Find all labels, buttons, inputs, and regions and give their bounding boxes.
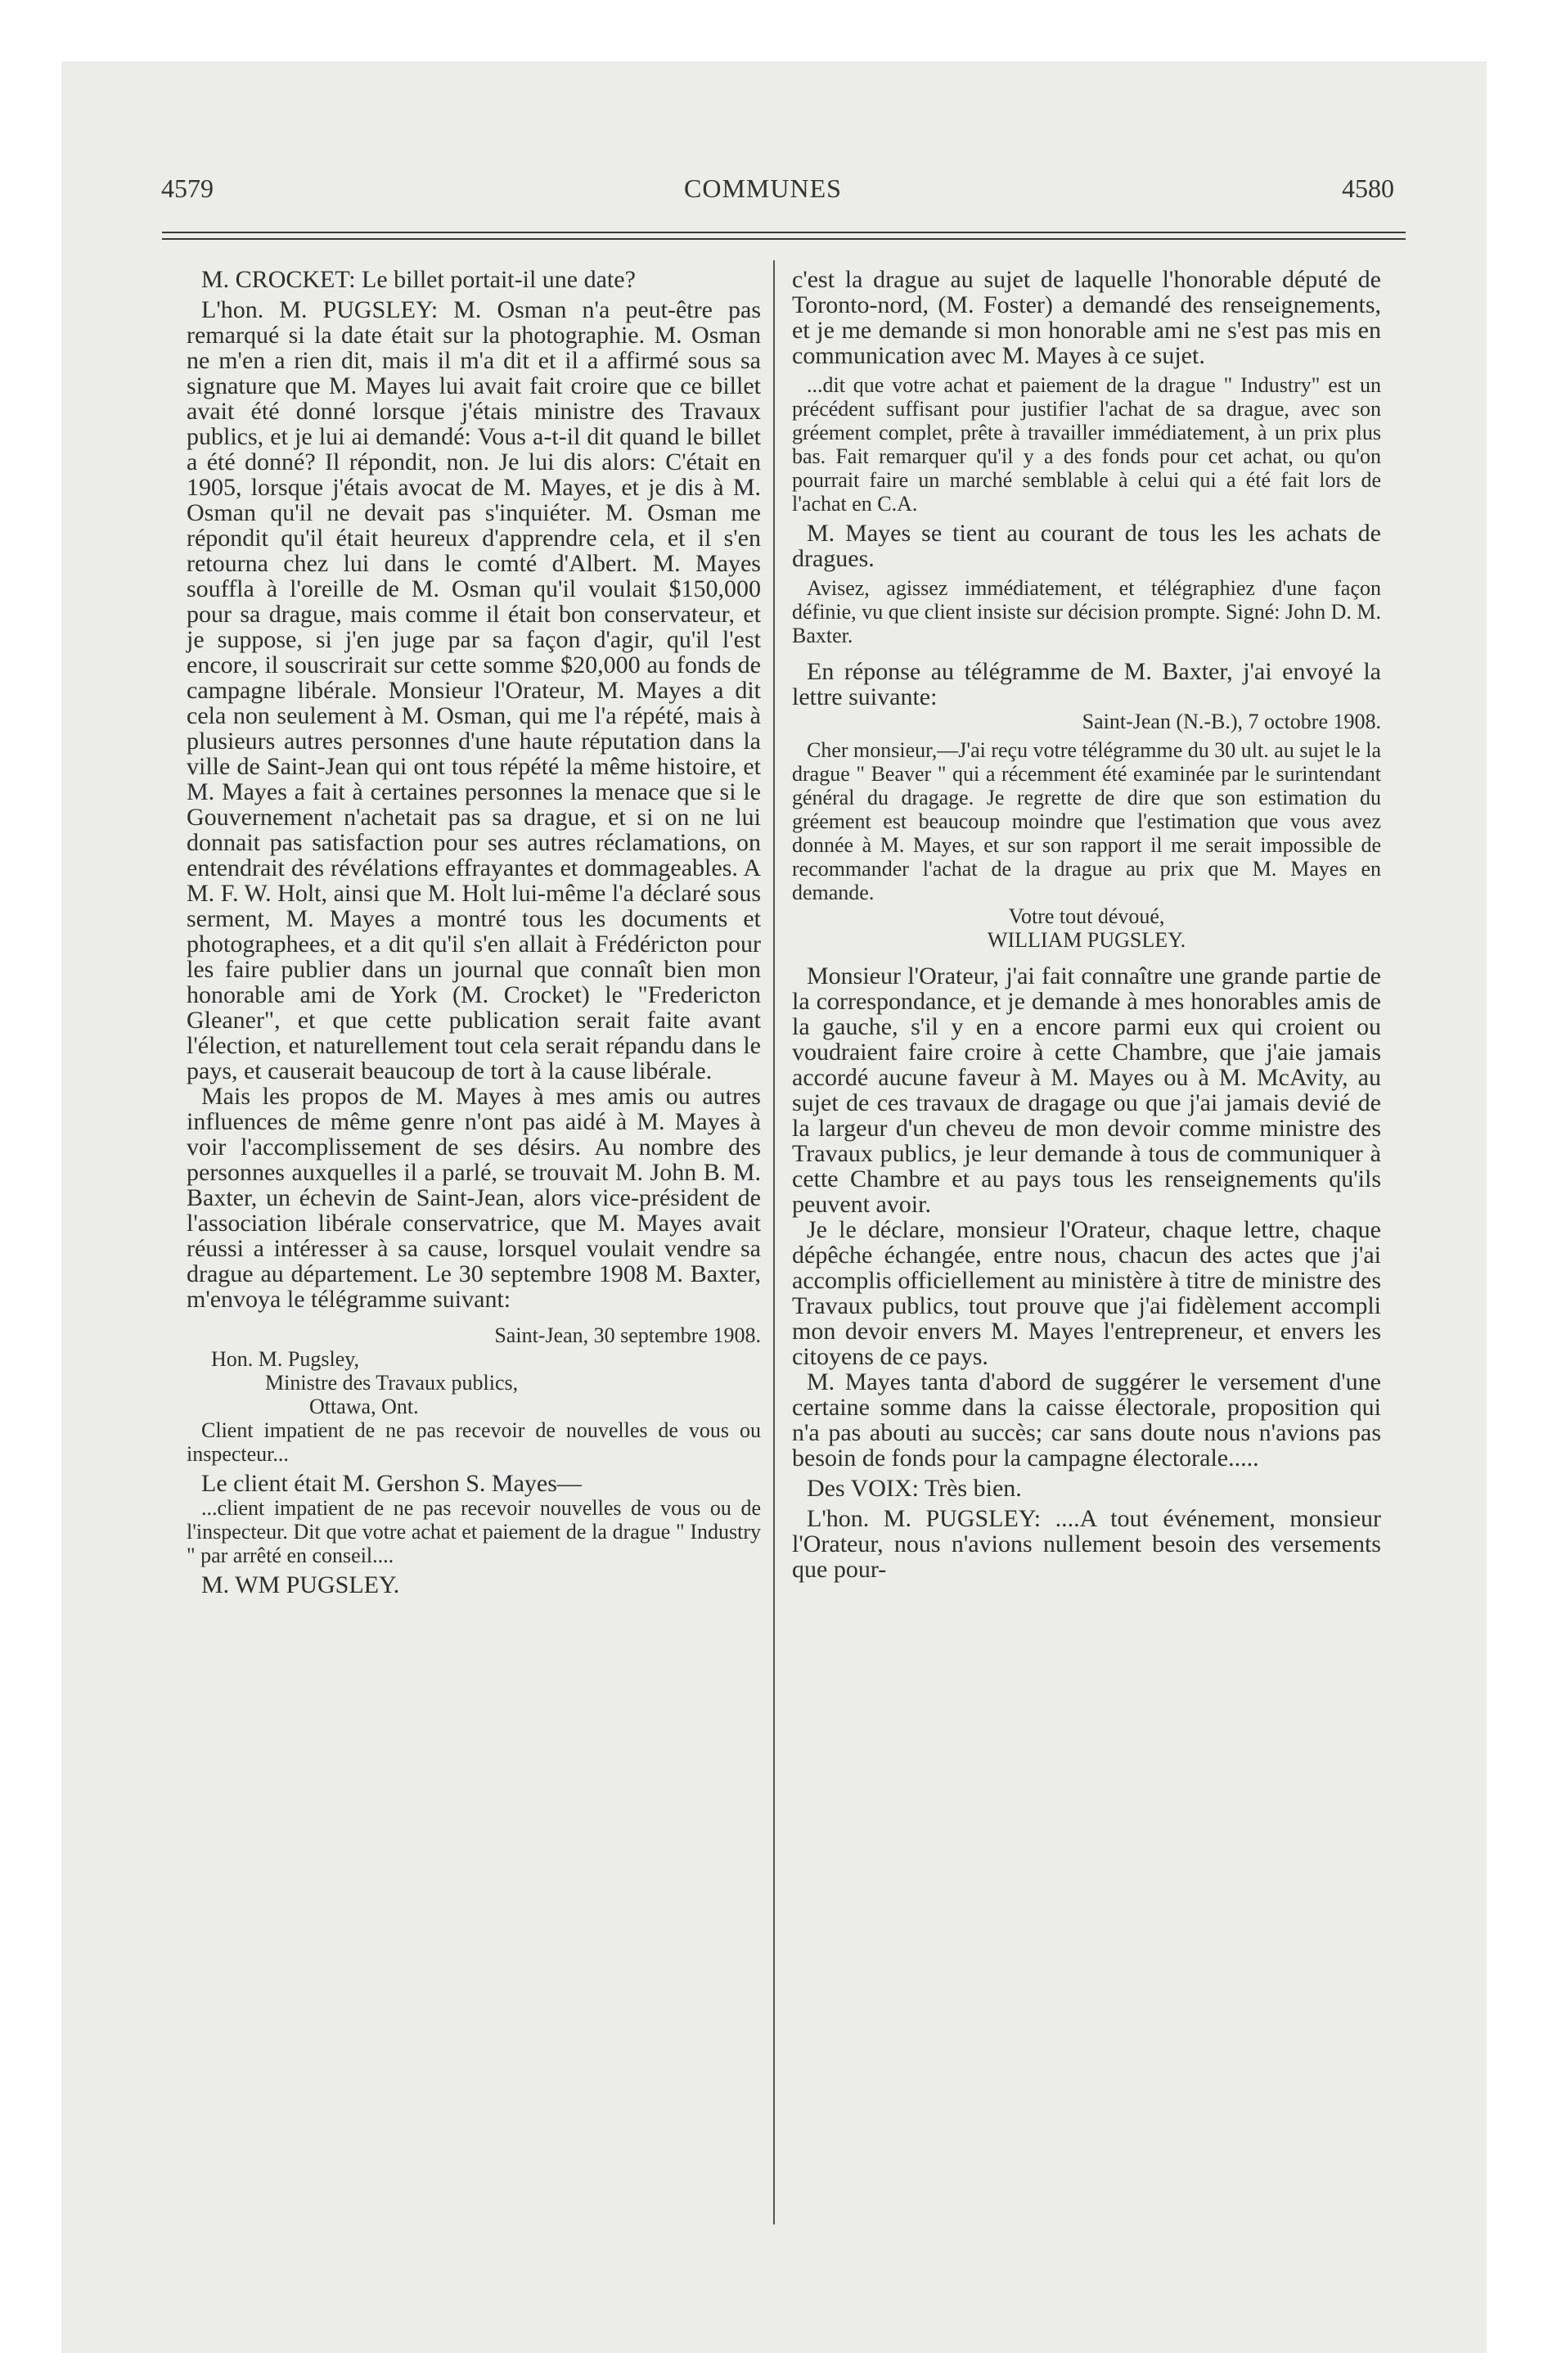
telegram-address-line: Ministre des Travaux publics, — [265, 1371, 519, 1395]
page-number-right: 4580 — [1342, 174, 1394, 203]
paragraph: Des VOIX: Très bien. — [807, 1475, 1022, 1502]
telegram-address-line: Ottawa, Ont. — [309, 1395, 419, 1418]
paragraph: L'hon. M. PUGSLEY: ....A tout événement, monsieur l'Orateur, nous n'avions nullement besoin des versements que pour- — [792, 1505, 1381, 1583]
letter-dateline: Saint-Jean (N.-B.), 7 octobre 1908. — [1082, 710, 1381, 733]
telegram-body: Client impatient de ne pas recevoir de nouvelles de vous ou inspecteur... — [187, 1418, 761, 1466]
paragraph: Le client était M. Gershon S. Mayes— — [201, 1470, 582, 1497]
right-column — [792, 267, 1381, 1582]
paragraph: M. Mayes tanta d'abord de suggérer le versement d'une certaine somme dans la caisse électorale, proposition qui n'a pas abouti au succès; car sans doute nous n'avions pas besoin de fonds pour la campagne électorale..... — [792, 1368, 1381, 1472]
paragraph: L'hon. M. PUGSLEY: M. Osman n'a peut-être pas remarqué si la date était sur la photographie. M. Osman ne m'en a rien dit, mais il m'a dit et il a affirmé sous sa signature que M. Mayes lui avait fait croire que ce billet avait été donné lorsque j'étais ministre des Travaux publics, et je lui ai demandé: Vous a-t-il dit quand le billet a été donné? Il répondit, non. Je lui dis alors: C'était en 1905, lorsque j'étais avocat de M. Mayes, et je dis à M. Osman qu'il ne devait pas s'inquiéter. M. Osman me répondit qu'il était heureux d'apprendre cela, et il s'en retourna chez lui dans le comté d'Albert. M. Mayes souffla à l'oreille de M. Osman qu'il voulait $150,000 pour sa drague, mais comme il était bon conservateur, et je suppose, si j'en juge par sa façon d'agir, qu'il l'est encore, il souscrirait sur cette somme $20,000 au fonds de campagne libérale. Monsieur l'Orateur, M. Mayes a dit cela non seulement à M. Osman, qui me l'a répété, mais à plusieurs autres personnes d'une haute réputation dans la ville de Saint-Jean qui ont tous répété la même histoire, et M. Mayes a fait à certaines personnes la menace que si le Gouvernement n'achetait pas sa drague, et si on ne lui donnait pas satisfaction pour ses autres réclamations, on entendrait des révélations effrayantes et dommageables. A M. F. W. Holt, ainsi que M. Holt lui-même l'a déclaré sous serment, M. Mayes a montré tous les documents et photographees, et a dit qu'il s'en allait à Frédéricton pour les faire publier dans un journal que connaît bien mon honorable ami de York (M. Crocket) le "Fredericton Gleaner", et que cette publication serait faite avant l'élection, et naturellement tout cela serait répandu dans le pays, et causerait beaucoup de tort à la cause libérale. — [187, 296, 761, 1084]
paragraph: Monsieur l'Orateur, j'ai fait connaître une grande partie de la correspondance, et je demande à mes honorables amis de la gauche, s'il y en a encore parmi eux qui croient ou voudraient faire croire à cette Chambre, que j'aie jamais accordé aucune faveur à M. Mayes ou à M. McAvity, au sujet de ces travaux de dragage ou que j'ai jamais devié de la largeur d'un cheveu de mon devoir comme ministre des Travaux publics, je leur demande à tous de communiquer à cette Chambre et au pays tous les renseignements qu'ils peuvent avoir. — [792, 962, 1381, 1218]
paragraph: Je le déclare, monsieur l'Orateur, chaque lettre, chaque dépêche échangée, entre nous, chacun des actes que j'ai accomplis officiellement au ministère à titre de ministre des Travaux publics, tout prouve que j'ai fidèlement accompli mon devoir envers M. Mayes l'entrepreneur, et envers les citoyens de ce pays. — [792, 1216, 1381, 1370]
running-header-title: COMMUNES — [684, 174, 842, 203]
page-number-left: 4579 — [161, 174, 214, 203]
paragraph: M. CROCKET: Le billet portait-il une date? — [201, 266, 636, 293]
signature: M. WM PUGSLEY. — [201, 1571, 400, 1598]
left-column — [187, 267, 761, 1598]
letter-signature: WILLIAM PUGSLEY. — [987, 928, 1186, 952]
letter-body: Cher monsieur,—J'ai reçu votre télégramme du 30 ult. au sujet le la drague " Beaver " qui a récemment été examinée par le surintendant général du dragage. Je regrette de dire que son estimation du gréement est beaucoup moindre que l'estimation que vous avez donnée à M. Mayes, et sur son rapport il me serait impossible de recommander l'achat de la drague au prix que M. Mayes en demande. — [792, 738, 1381, 904]
telegram-body: ...dit que votre achat et paiement de la drague " Industry" est un précédent suffisant pour justifier l'achat de sa drague, avec son gréement complet, prête à travailler immédiatement, à un prix plus bas. Fait remarquer qu'il y a des fonds pour cet achat, ou qu'on pourrait faire un marché semblable à celui qui a été fait lors de l'achat en C.A. — [792, 373, 1381, 516]
telegram-address-line: Hon. M. Pugsley, — [211, 1347, 360, 1371]
paragraph: Mais les propos de M. Mayes à mes amis ou autres influences de même genre n'ont pas aidé à M. Mayes à voir l'accomplissement de ses désirs. Au nombre des personnes auxquelles il a parlé, se trouvait M. John B. M. Baxter, un échevin de Saint-Jean, alors vice-président de l'association libérale conservatrice, que M. Mayes avait réussi a intéresser à sa cause, lorsquel voulait vendre sa drague au département. Le 30 septembre 1908 M. Baxter, m'envoya le télégramme suivant: — [187, 1083, 761, 1313]
paragraph: M. Mayes se tient au courant de tous les les achats de dragues. — [792, 520, 1381, 572]
telegram-body: Avisez, agissez immédiatement, et télégraphiez d'une façon définie, vu que client insiste sur décision prompte. Signé: John D. M. Baxter. — [792, 576, 1381, 647]
telegram-dateline: Saint-Jean, 30 septembre 1908. — [494, 1323, 761, 1347]
header-rule-bottom — [162, 238, 1406, 240]
paragraph: En réponse au télégramme de M. Baxter, j'ai envoyé la lettre suivante: — [792, 658, 1381, 710]
telegram-body: ...client impatient de ne pas recevoir nouvelles de vous ou de l'inspecteur. Dit que votre achat et paiement de la drague " Industry " par arrêté en conseil.... — [187, 1496, 761, 1567]
header-rule-top — [162, 232, 1406, 233]
column-divider — [773, 260, 775, 2224]
paragraph: c'est la drague au sujet de laquelle l'honorable député de Toronto-nord, (M. Foster) a demandé des renseignements, et je me demande si mon honorable ami ne s'est pas mis en communication avec M. Mayes à ce sujet. — [792, 266, 1381, 369]
letter-closing: Votre tout dévoué, — [1008, 904, 1165, 928]
